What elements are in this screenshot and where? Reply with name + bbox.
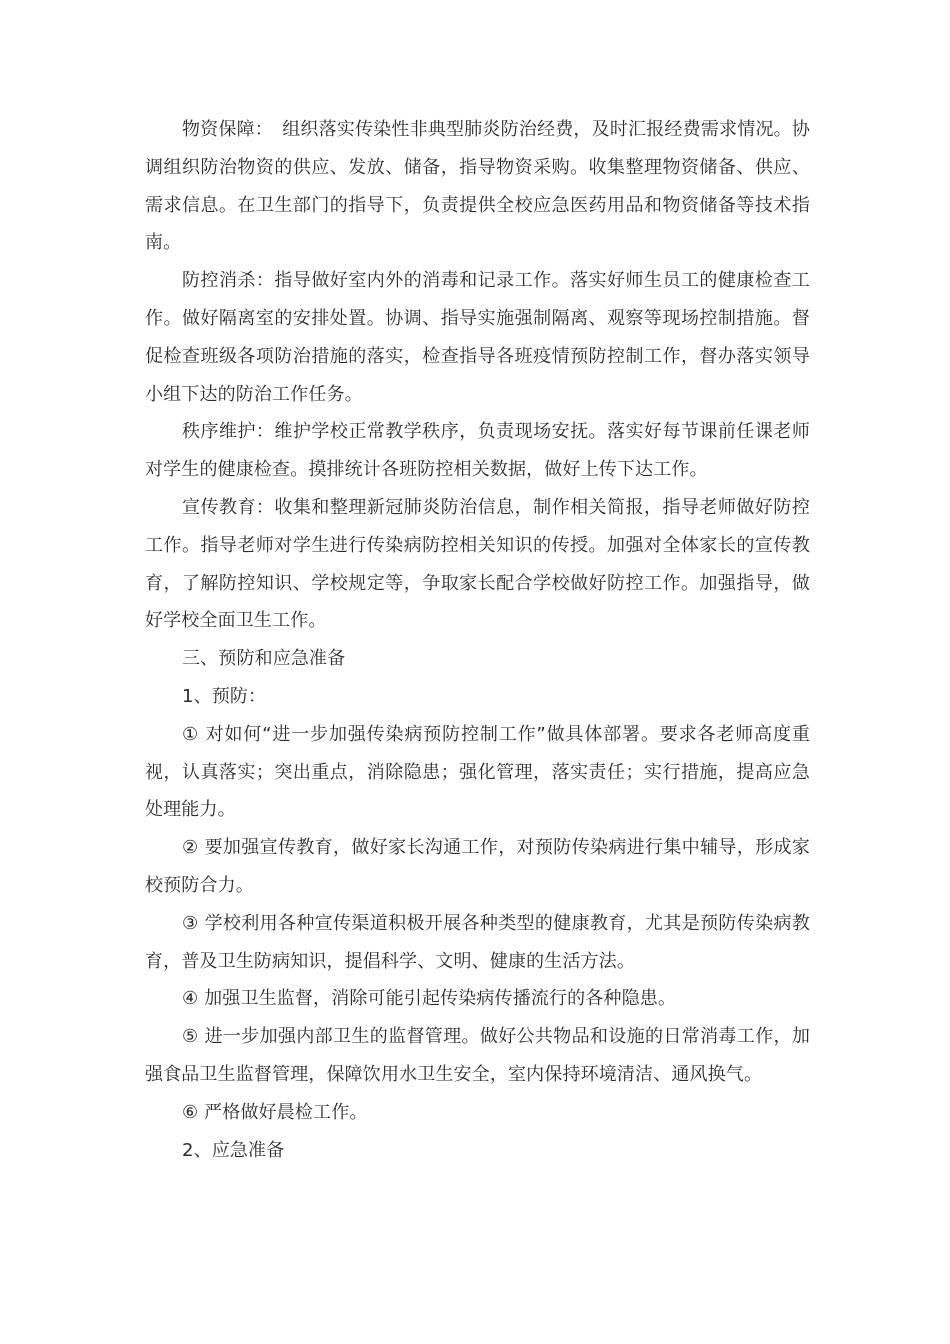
paragraph-order-maintenance: 秩序维护：维护学校正常教学秩序，负责现场安抚。落实好每节课前任课老师对学生的健康检查。摸排统计各班防控相关数据，做好上传下达工作。 bbox=[145, 421, 810, 481]
paragraph-publicity-education: 宣传教育：收集和整理新冠肺炎防治信息，制作相关简报，指导老师做好防控工作。指导老师对学生进行传染病防控相关知识的传授。加强对全体家长的宣传教育，了解防控知识、学校规定等，争取家长配合学校做好防控工作。加强指导，做好学校全面卫生工作。 bbox=[145, 496, 810, 632]
list-item-3: ③ 学校利用各种宣传渠道积极开展各种类型的健康教育，尤其是预防传染病教育，普及卫生防病知识，提倡科学、文明、健康的生活方法。 bbox=[145, 912, 810, 972]
list-item-5: ⑤ 进一步加强内部卫生的监督管理。做好公共物品和设施的日常消毒工作，加强食品卫生监督管理，保障饮用水卫生安全，室内保持环境清洁、通风换气。 bbox=[145, 1026, 810, 1085]
paragraph-material-support: 物资保障： 组织落实传染性非典型肺炎防治经费，及时汇报经费需求情况。协调组织防治物资的供应、发放、储备，指导物资采购。收集整理物资储备、供应、需求信息。在卫生部门的指导下，负责提供全校应急医药用品和物资储备等技术指南。 bbox=[145, 119, 810, 254]
subheading-prevention: 1、预防： bbox=[182, 685, 267, 707]
list-item-1: ① 对如何“进一步加强传染病预防控制工作”做具体部署。要求各老师高度重视，认真落实；突出重点，消除隐患；强化管理，落实责任；实行措施，提高应急处理能力。 bbox=[145, 723, 810, 821]
section-heading-prevention-emergency: 三、预防和应急准备 bbox=[182, 648, 346, 670]
list-item-4: ④ 加强卫生监督，消除可能引起传染病传播流行的各种隐患。 bbox=[182, 988, 677, 1010]
list-item-2: ② 要加强宣传教育，做好家长沟通工作，对预防传染病进行集中辅导，形成家校预防合力。 bbox=[145, 837, 810, 896]
list-item-6: ⑥ 严格做好晨检工作。 bbox=[182, 1101, 368, 1123]
paragraph-prevention-disinfection: 防控消杀：指导做好室内外的消毒和记录工作。落实好师生员工的健康检查工作。做好隔离室的安排处置。协调、指导实施强制隔离、观察等现场控制措施。督促检查班级各项防治措施的落实，检查指导各班疫情预防控制工作，督办落实领导小组下达的防治工作任务。 bbox=[145, 270, 810, 405]
document-body bbox=[145, 111, 810, 1169]
subheading-emergency-preparation: 2、应急准备 bbox=[182, 1139, 285, 1161]
